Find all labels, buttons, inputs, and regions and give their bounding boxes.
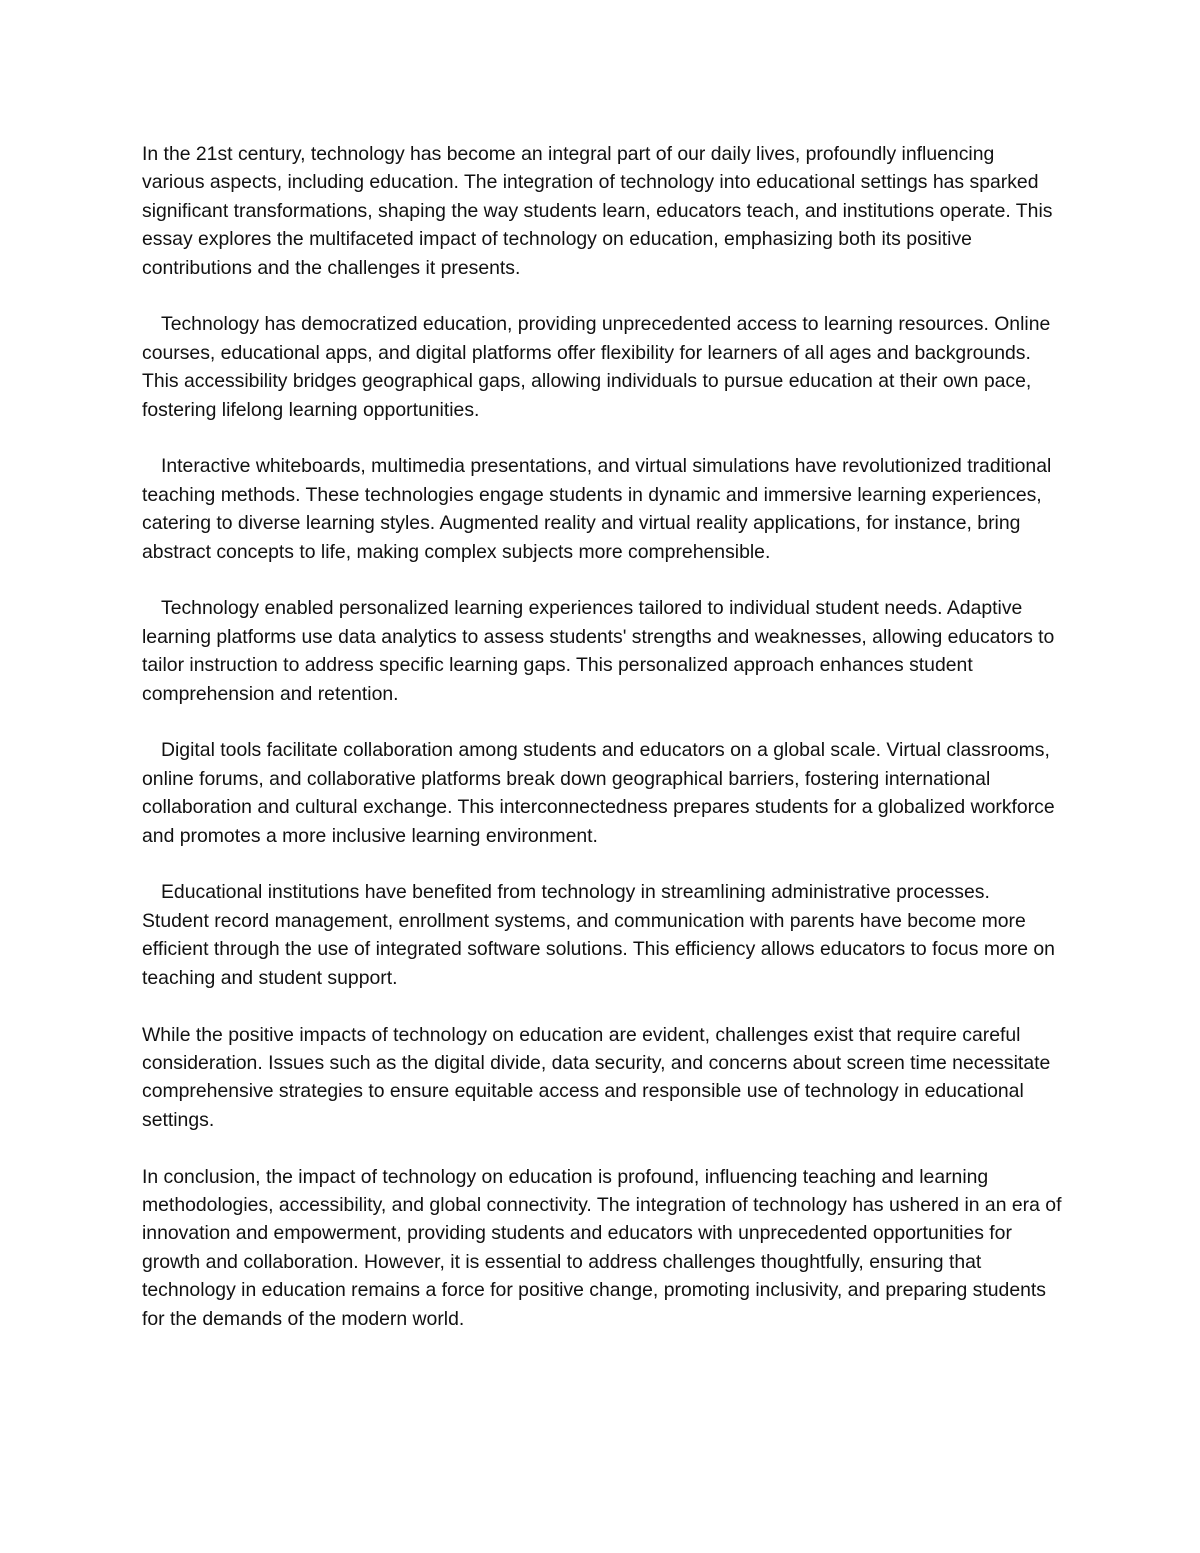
- paragraph-teaching-methods: Interactive whiteboards, multimedia presentations, and virtual simulations have revolutionized traditional teaching methods. These technologies engage students in dynamic and immersive learning experiences, catering to diverse learning styles. Augmented reality and virtual reality applications, for instance, bring abstract concepts to life, making complex subjects more comprehensible.: [142, 455, 1052, 563]
- paragraph-intro: In the 21st century, technology has become an integral part of our daily lives, profoundly influencing various aspects, including education. The integration of technology into educational settings has sparked significant transformations, shaping the way students learn, educators teach, and institutions operate. This essay explores the multifaceted impact of technology on education, emphasizing both its positive contributions and the challenges it presents.: [142, 143, 1053, 279]
- paragraph-personalized-learning: Technology enabled personalized learning experiences tailored to individual student needs. Adaptive learning platforms use data analytics to assess students' strengths and weaknesses, allowing educators to tailor instruction to address specific learning gaps. This personalized approach enhances student comprehension and retention.: [142, 597, 1055, 705]
- paragraph-collaboration: Digital tools facilitate collaboration among students and educators on a global scale. Virtual classrooms, online forums, and collaborative platforms break down geographical barriers, fostering international collaboration and cultural exchange. This interconnectedness prepares students for a globalized workforce and promotes a more inclusive learning environment.: [142, 739, 1055, 847]
- paragraph-conclusion: In conclusion, the impact of technology on education is profound, influencing teaching and learning methodologies, accessibility, and global connectivity. The integration of technology has ushered in an era of innovation and empowerment, providing students and educators with unprecedented opportunities for growth and collaboration. However, it is essential to address challenges thoughtfully, ensuring that technology in education remains a force for positive change, promoting inclusivity, and preparing students for the demands of the modern world.: [142, 1165, 1062, 1330]
- paragraph-challenges: While the positive impacts of technology on education are evident, challenges exist that require careful consideration. Issues such as the digital divide, data security, and concerns about screen time necessitate comprehensive strategies to ensure equitable access and responsible use of technology in educational settings.: [142, 1023, 1051, 1131]
- paragraph-administration: Educational institutions have benefited from technology in streamlining administrative processes. Student record management, enrollment systems, and communication with parents have become more efficient through the use of integrated software solutions. This efficiency allows educators to focus more on teaching and student support.: [142, 881, 1055, 989]
- document-body: [142, 140, 1062, 1361]
- paragraph-access: Technology has democratized education, providing unprecedented access to learning resources. Online courses, educational apps, and digital platforms offer flexibility for learners of all ages and backgrounds. This accessibility bridges geographical gaps, allowing individuals to pursue education at their own pace, fostering lifelong learning opportunities.: [142, 313, 1051, 421]
